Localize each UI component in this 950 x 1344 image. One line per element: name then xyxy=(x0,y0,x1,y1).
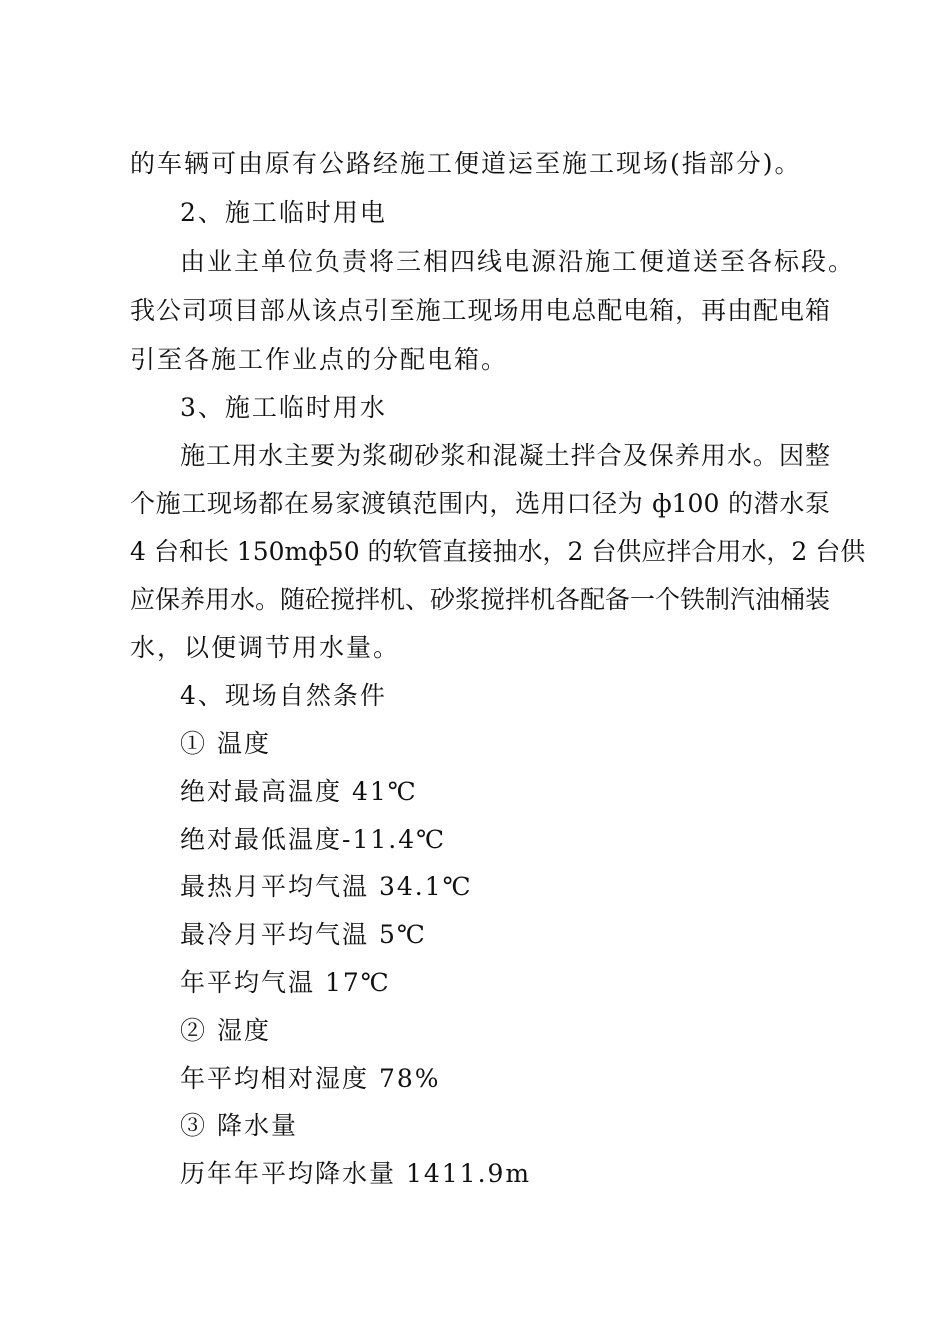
paragraph-line: 的车辆可由原有公路经施工便道运至施工现场(指部分)。 xyxy=(130,149,802,178)
paragraph-line: 我公司项目部从该点引至施工现场用电总配电箱，再由配电箱 xyxy=(130,296,830,325)
list-item: 最冷月平均气温 5℃ xyxy=(180,920,427,949)
paragraph-line: 应保养用水。随砼搅拌机、砂浆搅拌机各配备一个铁制汽油桶装 xyxy=(130,585,831,614)
section-heading-conditions: 4、现场自然条件 xyxy=(180,681,387,710)
subheading-humidity: ② 湿度 xyxy=(180,1016,271,1045)
list-item: 绝对最低温度-11.4℃ xyxy=(180,825,447,854)
paragraph-line: 个施工现场都在易家渡镇范围内，选用口径为 ф100 的潜水泵 xyxy=(130,489,830,518)
subheading-temperature: ① 温度 xyxy=(180,729,271,758)
paragraph-line: 4 台和长 150mф50 的软管直接抽水，2 台供应拌合用水，2 台供 xyxy=(130,537,866,566)
section-heading-power: 2、施工临时用电 xyxy=(180,198,387,227)
list-item: 年平均气温 17℃ xyxy=(180,968,391,997)
subheading-precipitation: ③ 降水量 xyxy=(180,1111,298,1140)
paragraph-line: 水，以便调节用水量。 xyxy=(130,633,401,662)
paragraph-line: 由业主单位负责将三相四线电源沿施工便道送至各标段。 xyxy=(180,247,856,276)
list-item: 绝对最高温度 41℃ xyxy=(180,777,418,806)
list-item: 历年年平均降水量 1411.9m xyxy=(180,1159,532,1188)
paragraph-line: 施工用水主要为浆砌砂浆和混凝土拌合及保养用水。因整 xyxy=(180,441,830,470)
list-item: 最热月平均气温 34.1℃ xyxy=(180,872,473,901)
paragraph-line: 引至各施工作业点的分配电箱。 xyxy=(130,345,509,374)
list-item: 年平均相对湿度 78% xyxy=(180,1064,441,1093)
section-heading-water: 3、施工临时用水 xyxy=(180,393,387,422)
